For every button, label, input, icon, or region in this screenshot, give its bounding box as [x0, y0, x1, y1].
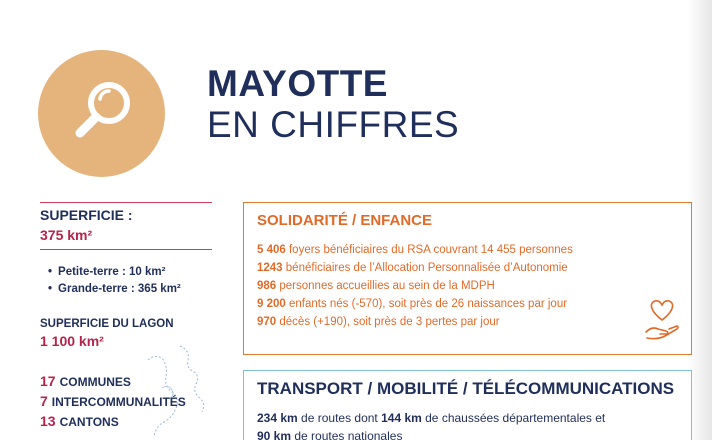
lagoon-label: SUPERFICIE DU LAGON — [40, 318, 174, 330]
stat-label: INTERCOMMUNALITÉS — [51, 395, 186, 409]
list-item: 9 200 enfants nés (-570), soit près de 26 naissances par jour — [257, 298, 568, 310]
list-item: • Grande-terre : 365 km² — [48, 283, 181, 300]
divider — [40, 249, 212, 250]
superficie-label: SUPERFICIE : — [40, 207, 133, 223]
superficie-value: 375 km² — [40, 227, 93, 243]
list-item: 234 km de routes dont 144 km de chaussées départementales et — [257, 411, 606, 425]
stat-cantons — [40, 413, 119, 429]
page-title-line-2: EN CHIFFRES — [207, 104, 460, 145]
list-item: 970 décès (+190), soit près de 3 pertes par jour — [257, 316, 500, 328]
stat-label: COMMUNES — [59, 375, 131, 389]
heart-hand-icon — [644, 298, 680, 342]
list-item: 90 km de routes nationales — [257, 429, 403, 440]
list-item: 1243 bénéficiaires de l’Allocation Personnalisée d’Autonomie — [257, 262, 568, 274]
list-item: 986 personnes accueillies au sein de la MDPH — [257, 280, 495, 292]
magnifier-icon — [38, 50, 165, 177]
stat-number: 13 — [40, 413, 56, 429]
solidarite-panel — [243, 202, 692, 355]
stat-intercommunalites — [40, 393, 186, 409]
page-title-line-1: MAYOTTE — [207, 63, 388, 104]
stat-number: 7 — [40, 393, 48, 409]
list-item: • Petite-terre : 10 km² — [48, 266, 181, 283]
mayotte-map-icon — [140, 340, 240, 440]
transport-panel — [243, 370, 692, 440]
stat-label: CANTONS — [59, 415, 119, 429]
stat-communes — [40, 373, 131, 389]
stat-number: 17 — [40, 373, 56, 389]
island-list — [48, 266, 181, 300]
list-item: 5 406 foyers bénéficiaires du RSA couvrant 14 455 personnes — [257, 244, 573, 256]
badge-circle — [38, 50, 165, 177]
transport-title: TRANSPORT / MOBILITÉ / TÉLÉCOMMUNICATIONS — [257, 379, 675, 398]
divider — [40, 202, 212, 203]
lagoon-value: 1 100 km² — [40, 333, 104, 349]
solidarite-title: SOLIDARITÉ / ENFANCE — [257, 212, 433, 229]
